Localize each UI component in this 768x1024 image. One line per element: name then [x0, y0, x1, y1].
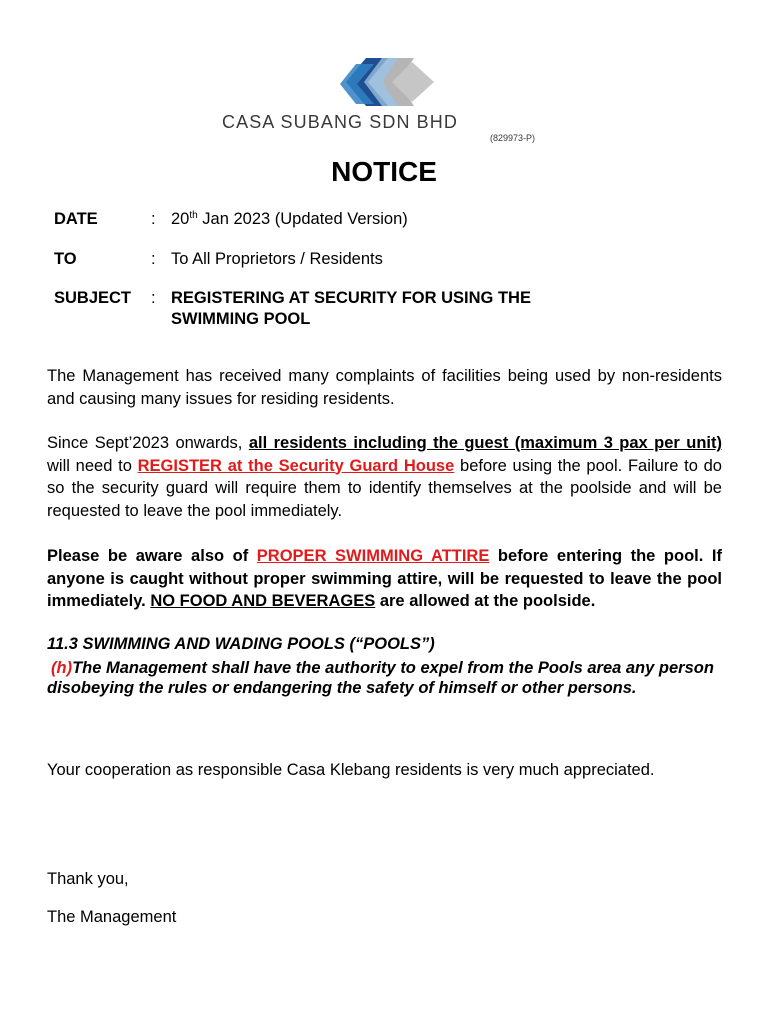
company-reg-number: (829973-P) [490, 133, 536, 143]
to-colon: : [151, 250, 156, 268]
no-food-emphasis: NO FOOD AND BEVERAGES [150, 592, 376, 610]
to-value: To All Proprietors / Residents [171, 250, 383, 268]
register-emphasis: REGISTER at the Security Guard House [137, 456, 455, 475]
signature-text: The Management [47, 908, 177, 926]
date-value: 20th Jan 2023 (Updated Version) [171, 210, 408, 228]
company-logo [330, 54, 438, 110]
to-label: TO [54, 250, 77, 268]
date-colon: : [151, 210, 156, 228]
paragraph-attire: Please be aware also of PROPER SWIMMING ATTIRE before entering the pool. If anyone is caught without proper swimming attire, will be requested to leave the pool immediately. NO FOOD AND BEVERAGES are allowed at the poolside. [47, 547, 722, 610]
closing-text: Thank you, [47, 870, 129, 888]
company-name: CASA SUBANG SDN BHD [222, 112, 458, 132]
paragraph-registration: Since Sept’2023 onwards, all residents including the guest (maximum 3 pax per unit) will need to REGISTER at the Security Guard House before using the pool. Failure to do so the security guard will require them to identify themselves at the poolside and will be requested to leave the pool immediately. [47, 434, 722, 520]
rule-clause: (h)The Management shall have the authority to expel from the Pools area any person disobeying the rules or endangering the safety of himself or other persons. [47, 659, 714, 697]
residents-guest-emphasis: all residents including the guest (maximum 3 pax per unit) [248, 434, 722, 452]
paragraph-complaints: The Management has received many complaints of facilities being used by non-residents and causing many issues for residing residents. [47, 367, 722, 408]
paragraph-cooperation: Your cooperation as responsible Casa Klebang residents is very much appreciated. [47, 761, 655, 779]
subject-label: SUBJECT [54, 289, 132, 307]
subject-value: REGISTERING AT SECURITY FOR USING THE SWIMMING POOL [171, 289, 531, 328]
rule-marker: (h) [51, 659, 73, 677]
date-label: DATE [54, 210, 98, 228]
rule-heading: 11.3 SWIMMING AND WADING POOLS (“POOLS”) [47, 635, 435, 653]
notice-title: NOTICE [331, 156, 437, 187]
attire-emphasis: PROPER SWIMMING ATTIRE [256, 547, 490, 565]
subject-colon: : [151, 289, 156, 307]
